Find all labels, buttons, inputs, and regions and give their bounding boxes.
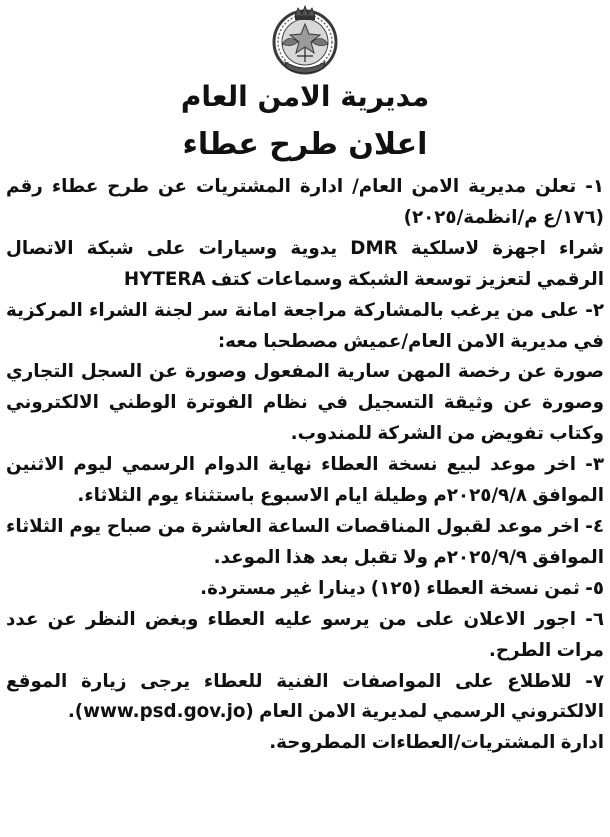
paragraph-item-5: ٥- ثمن نسخة العطاء (١٢٥) دينارا غير مستردة. (200, 577, 604, 599)
announcement-body (6, 172, 604, 759)
paragraph-item-description: شراء اجهزة لاسلكية DMR يدوية وسيارات على شبكة الاتصال الرقمي لتعزيز توسعة الشبكة وسماعات كتف HYTERA (6, 237, 604, 290)
paragraph-item-6: ٦- اجور الاعلان على من يرسو عليه العطاء وبغض النظر عن عدد مرات الطرح. (6, 608, 604, 661)
paragraph-item-1: ١- تعلن مديرية الامن العام/ ادارة المشتريات عن طرح عطاء رقم (١٧٦/ع م/انظمة/٢٠٢٥) (6, 176, 604, 228)
signature-line: ادارة المشتريات/العطاءات المطروحة. (269, 732, 604, 754)
paragraph-item-2: ٢- على من يرغب بالمشاركة مراجعة امانة سر لجنة الشراء المركزية في مديرية الامن العام/عميش مصطحبا معه: (6, 299, 604, 352)
emblem-icon (267, 4, 343, 76)
org-name-heading: مديرية الامن العام (180, 80, 430, 113)
paragraph-item-7: ٧- للاطلاع على المواصفات الفنية للعطاء يرجى زيارة الموقع الالكتروني الرسمي لمديرية الامن العام (www.psd.gov.jo). (6, 670, 604, 723)
paragraph-item-4: ٤- اخر موعد لقبول المناقصات الساعة العاشرة من صباح يوم الثلاثاء الموافق ٢٠٢٥/٩/٩م ولا تقبل بعد هذا الموعد. (6, 515, 604, 568)
paragraph-item-3: ٣- اخر موعد لبيع نسخة العطاء نهاية الدوام الرسمي ليوم الاثنين الموافق ٢٠٢٥/٩/٨م وطيلة ايام الاسبوع باستثناء يوم الثلاثاء. (6, 454, 604, 507)
paragraph-item-documents: صورة عن رخصة المهن سارية المفعول وصورة عن السجل التجاري وصورة عن وثيقة التسجيل في نظام الفوترة الوطني الالكتروني وكتاب تفويض من الشركة للمندوب. (6, 361, 604, 445)
announcement-title: اعلان طرح عطاء (182, 127, 428, 162)
